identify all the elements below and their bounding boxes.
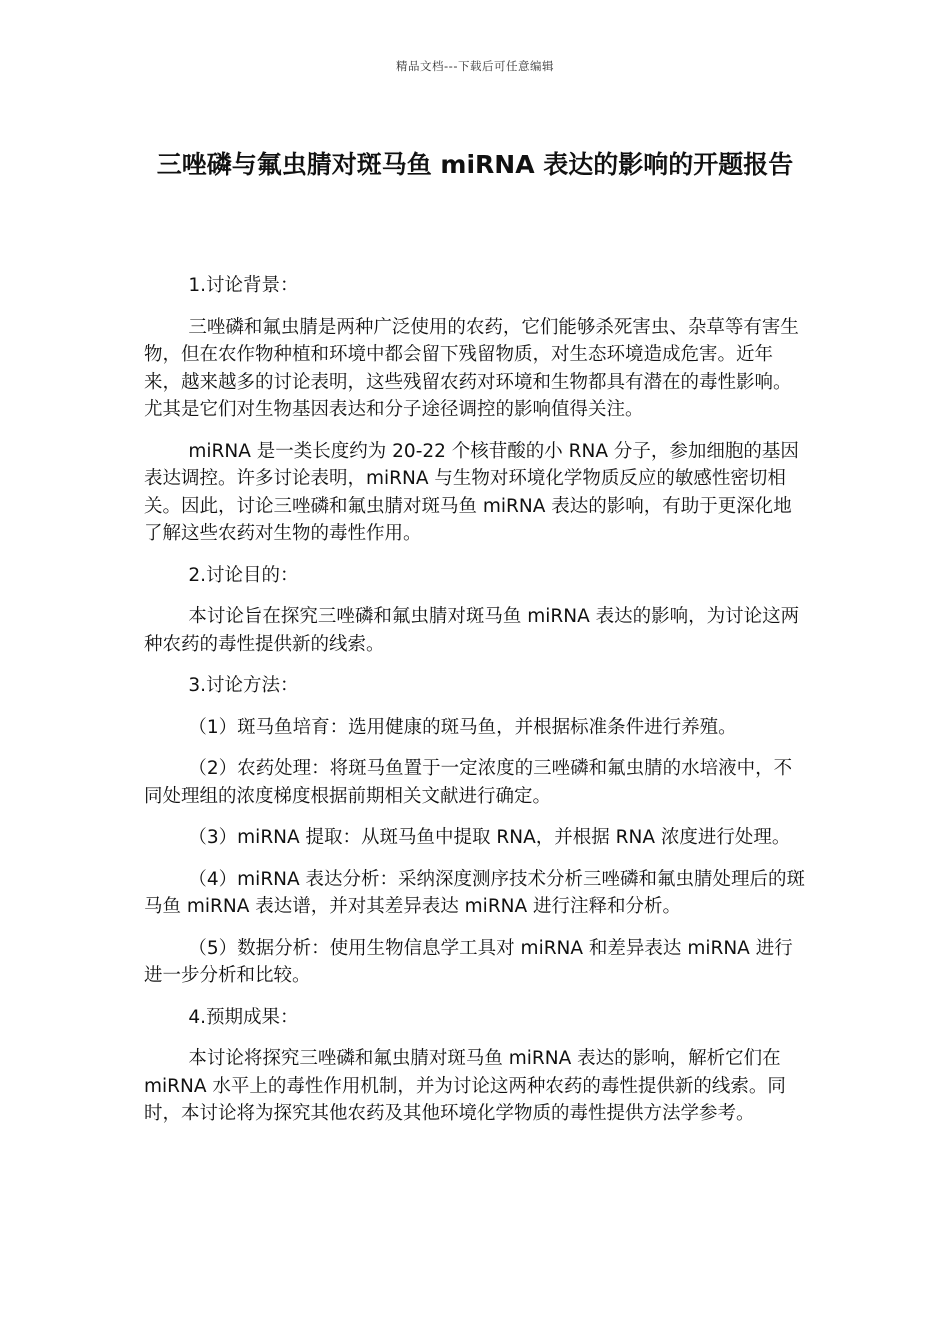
methods-item-2: （2）农药处理：将斑马鱼置于一定浓度的三唑磷和氟虫腈的水培液中，不同处理组的浓度梯度根据前期相关文献进行确定。	[144, 758, 793, 807]
outcomes-paragraph: 本讨论将探究三唑磷和氟虫腈对斑马鱼 miRNA 表达的影响，解析它们在 miRNA 水平上的毒性作用机制，并为讨论这两种农药的毒性提供新的线索。同时，本讨论将为探究其他农药及其他环境化学物质的毒性提供方法学参考。	[144, 1048, 786, 1124]
methods-item-3: （3）miRNA 提取：从斑马鱼中提取 RNA，并根据 RNA 浓度进行处理。	[188, 827, 791, 848]
background-paragraph-2: miRNA 是一类长度约为 20-22 个核苷酸的小 RNA 分子，参加细胞的基因表达调控。许多讨论表明，miRNA 与生物对环境化学物质反应的敏感性密切相关。因此，讨论三唑磷和氟虫腈对斑马鱼 miRNA 表达的影响，有助于更深化地了解这些农药对生物的毒性作用。	[144, 440, 799, 544]
methods-item-1: （1）斑马鱼培育：选用健康的斑马鱼，并根据标准条件进行养殖。	[188, 716, 737, 738]
purpose-paragraph: 本讨论旨在探究三唑磷和氟虫腈对斑马鱼 miRNA 表达的影响，为讨论这两种农药的毒性提供新的线索。	[144, 606, 800, 655]
section-heading-purpose: 2.讨论目的：	[188, 564, 299, 586]
document-title: 三唑磷与氟虫腈对斑马鱼 miRNA 表达的影响的开题报告	[156, 150, 794, 179]
section-heading-background: 1.讨论背景：	[188, 275, 299, 296]
methods-item-5: （5）数据分析：使用生物信息学工具对 miRNA 和差异表达 miRNA 进行进一步分析和比较。	[144, 937, 793, 986]
section-heading-outcomes: 4.预期成果：	[188, 1006, 299, 1028]
document-body	[144, 272, 808, 1142]
section-heading-methods: 3.讨论方法：	[188, 675, 299, 696]
header-note: 精品文档---下载后可任意编辑	[396, 59, 554, 73]
background-paragraph-1: 三唑磷和氟虫腈是两种广泛使用的农药，它们能够杀死害虫、杂草等有害生物，但在农作物种植和环境中都会留下残留物质，对生态环境造成危害。近年来，越来越多的讨论表明，这些残留农药对环境和生物都具有潜在的毒性影响。尤其是它们对生物基因表达和分子途径调控的影响值得关注。	[144, 316, 799, 420]
methods-item-4: （4）miRNA 表达分析：采纳深度测序技术分析三唑磷和氟虫腈处理后的斑马鱼 miRNA 表达谱，并对其差异表达 miRNA 进行注释和分析。	[144, 868, 806, 917]
